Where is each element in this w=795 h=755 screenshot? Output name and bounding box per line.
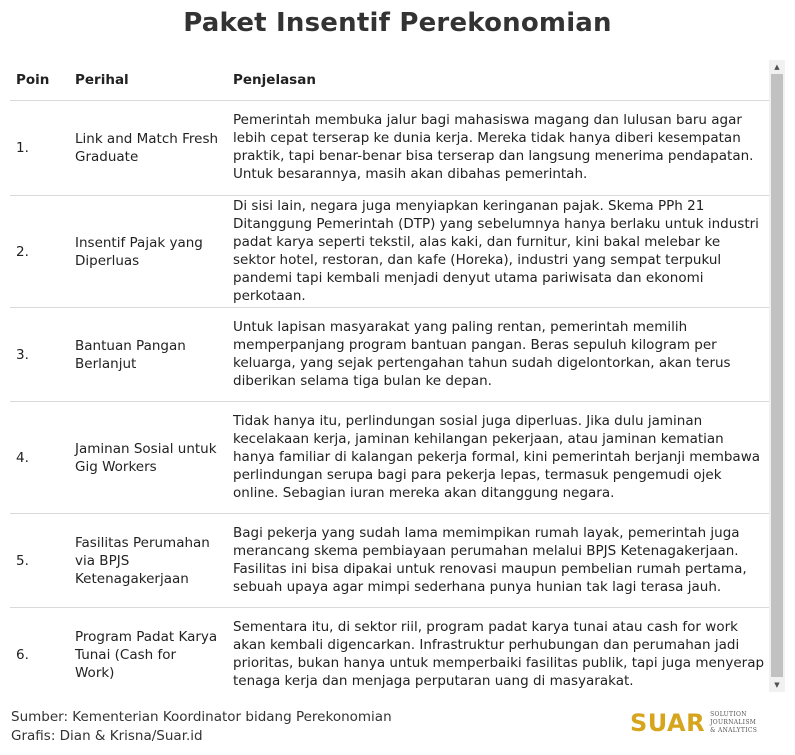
scroll-down-icon[interactable]: ▼ [774, 681, 780, 689]
table-row [10, 514, 770, 608]
logo-wordmark: SUAR [630, 709, 706, 737]
table-header [10, 60, 770, 101]
suar-logo [630, 709, 795, 737]
scroll-up-icon[interactable]: ▲ [774, 63, 780, 71]
cell-poin: 6. [16, 646, 29, 663]
cell-perihal: Insentif Pajak yang Diperluas [75, 234, 203, 269]
table-row [10, 196, 770, 308]
cell-penjelasan: Untuk lapisan masyarakat yang paling rentan, pemerintah memilih memperpanjang program bantuan pangan. Beras sepuluh kilogram per keluarga, yang sejak pertengahan tahun sudah digelontorkan, akan terus diberikan selama tiga bulan ke depan. [233, 318, 731, 389]
cell-penjelasan: Tidak hanya itu, perlindungan sosial juga diperluas. Jika dulu jaminan kecelakaan kerja, jaminan kehilangan pekerjaan, atau jaminan kematian hanya familiar di kalangan pekerja formal, kini pemerintah berjanji membawa perlindungan serupa bagi para pekerja lepas, termasuk pengemudi ojek online. Sebagian iuran mereka akan ditanggung negara. [233, 412, 761, 501]
vertical-scrollbar[interactable] [769, 60, 785, 692]
scrollbar-thumb[interactable] [771, 74, 783, 677]
cell-perihal: Fasilitas Perumahan via BPJS Ketenagakerjaan [75, 534, 210, 587]
cell-poin: 5. [16, 552, 29, 569]
source-text: Sumber: Kementerian Koordinator bidang Perekonomian [11, 709, 392, 725]
table-row [10, 402, 770, 514]
table-row [10, 608, 770, 692]
cell-poin: 2. [16, 243, 29, 260]
table-row [10, 308, 770, 402]
page-title: Paket Insentif Perekonomian [183, 8, 612, 38]
cell-poin: 1. [16, 140, 29, 156]
footer-credits [11, 708, 392, 746]
cell-poin: 4. [16, 449, 29, 466]
cell-penjelasan: Di sisi lain, negara juga menyiapkan keringanan pajak. Skema PPh 21 Ditanggung Pemerintah (DTP) yang sebelumnya hanya berlaku untuk industri padat karya seperti tekstil, alas kaki, dan furnitur, kini bakal melebar ke sektor hotel, restoran, dan kafe (Horeka), industri yang sempat terpukul pandemi tapi kembali menjadi denyut utama pariwisata dan ekonomi perkotaan. [233, 197, 759, 304]
cell-perihal: Program Padat Karya Tunai (Cash for Work) [75, 628, 218, 681]
header-perihal: Perihal [75, 72, 129, 88]
incentive-table [10, 60, 770, 692]
cell-poin: 3. [16, 346, 29, 363]
header-penjelasan: Penjelasan [233, 72, 316, 88]
credit-text: Grafis: Dian & Krisna/Suar.id [11, 728, 203, 744]
cell-penjelasan: Pemerintah membuka jalur bagi mahasiswa magang dan lulusan baru agar lebih cepat terserap ke dunia kerja. Mereka tidak hanya diberi kesempatan praktik, tapi benar-benar bisa terserap dan langsung menerima pendapatan. Untuk besarannya, masih akan dibahas pemerintah. [233, 112, 754, 182]
logo-tagline [710, 711, 795, 735]
logo-tagline-line-2: & ANALYTICS [710, 727, 758, 734]
cell-penjelasan: Bagi pekerja yang sudah lama memimpikan rumah layak, pemerintah juga merancang skema pembiayaan perumahan melalui BPJS Ketenagakerjaan. Fasilitas ini bisa dipakai untuk renovasi maupun pembelian rumah pertama, sebuah upaya agar mimpi sederhana punya hunian tak lagi terasa jauh. [233, 524, 747, 595]
cell-perihal: Link and Match Fresh Graduate [75, 131, 219, 165]
header-poin: Poin [16, 72, 50, 88]
table-row [10, 101, 770, 196]
logo-tagline-line-1: SOLUTION JOURNALISM [710, 711, 757, 726]
cell-perihal: Jaminan Sosial untuk Gig Workers [75, 440, 217, 475]
cell-perihal: Bantuan Pangan Berlanjut [75, 337, 186, 372]
cell-penjelasan: Sementara itu, di sektor riil, program padat karya tunai atau cash for work akan kembali digencarkan. Infrastruktur perhubungan dan perumahan jadi prioritas, bukan hanya untuk memperbaiki fasilitas publik, tapi juga menyerap tenaga kerja dan menjaga perputaran uang di masyarakat. [233, 618, 765, 689]
